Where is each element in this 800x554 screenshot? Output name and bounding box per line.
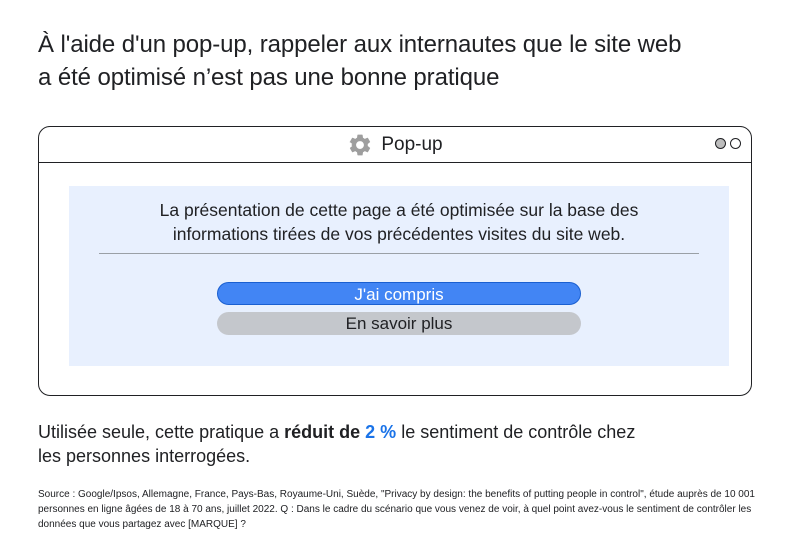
popup-message-line-2: informations tirées de vos précédentes visites du site web.	[172, 224, 626, 244]
window-control-dot-empty[interactable]	[730, 138, 741, 149]
source-line-2: personnes en ligne âgées de 18 à 70 ans, juillet 2022. Q : Dans le cadre du scénario que vous venez de voir, à quel point avez-vous le sentiment de contrôler les	[38, 504, 752, 515]
popup-panel	[69, 186, 729, 366]
summary-bold: réduit de	[284, 422, 366, 442]
headline	[38, 28, 778, 94]
window-control-dot-filled[interactable]	[715, 138, 726, 149]
source-note	[38, 487, 783, 532]
popup-message-line-1: La présentation de cette page a été optimisée sur la base des	[159, 200, 639, 220]
summary-line-2: les personnes interrogées.	[38, 446, 251, 466]
popup-titlebar	[39, 127, 751, 163]
source-line-1: Source : Google/Ipsos, Allemagne, France, Pays-Bas, Royaume-Uni, Suède, "Privacy by design: the benefits of putting people in control", étude auprès de 10 001	[38, 489, 755, 500]
popup-window	[38, 126, 752, 396]
headline-line-2: a été optimisé n’est pas une bonne pratique	[38, 64, 500, 91]
summary-line-1	[38, 420, 758, 444]
popup-message	[69, 198, 729, 246]
window-controls	[715, 138, 741, 149]
learn-more-button[interactable]: En savoir plus	[217, 312, 581, 335]
summary-prefix: Utilisée seule, cette pratique a	[38, 422, 285, 442]
headline-line-1: À l'aide d'un pop-up, rappeler aux internautes que le site web	[38, 31, 682, 58]
gear-icon	[347, 132, 373, 158]
summary-value: 2 %	[365, 422, 397, 442]
popup-titlebar-center	[39, 127, 751, 163]
summary-suffix: le sentiment de contrôle chez	[396, 422, 636, 442]
summary-text	[38, 420, 758, 468]
understood-button[interactable]: J'ai compris	[217, 282, 581, 305]
popup-divider	[99, 253, 699, 254]
popup-title: Pop-up	[381, 134, 443, 155]
source-line-3: données que vous partagez avec [MARQUE] ?	[38, 519, 246, 530]
